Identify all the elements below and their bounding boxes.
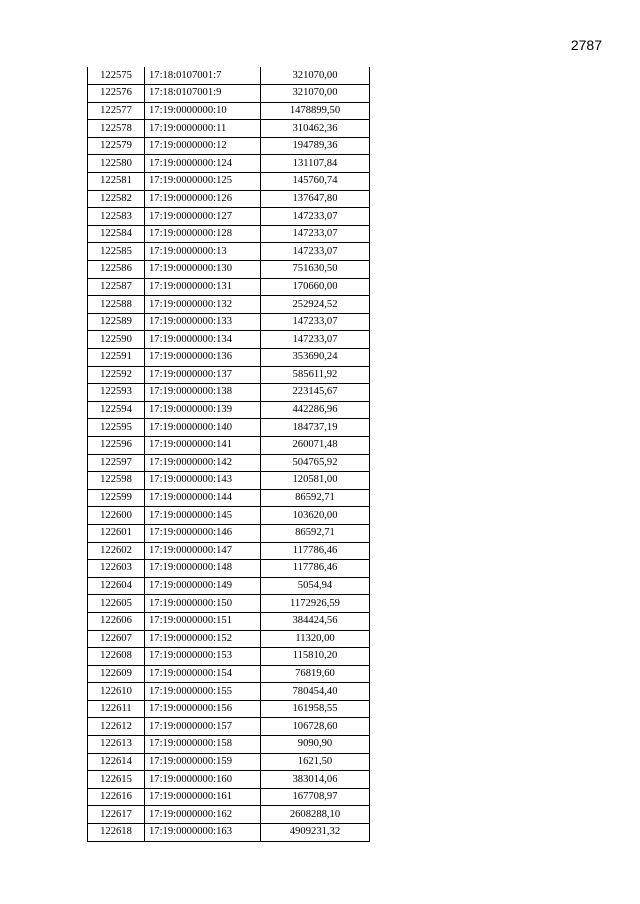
table-row — [88, 736, 370, 754]
table-row — [88, 349, 370, 367]
cadastral-value-cell: 11320,00 — [261, 630, 370, 648]
cadastral-number-cell: 17:19:0000000:12 — [145, 137, 261, 155]
row-number-cell: 122590 — [88, 331, 145, 349]
cadastral-value-cell: 147233,07 — [261, 331, 370, 349]
table-row — [88, 753, 370, 771]
table-row — [88, 278, 370, 296]
row-number-cell: 122608 — [88, 648, 145, 666]
row-number-cell: 122596 — [88, 436, 145, 454]
cadastral-value-cell: 1478899,50 — [261, 102, 370, 120]
row-number-cell: 122607 — [88, 630, 145, 648]
cadastral-number-cell: 17:19:0000000:163 — [145, 824, 261, 842]
cadastral-number-cell: 17:19:0000000:151 — [145, 612, 261, 630]
cadastral-number-cell: 17:19:0000000:146 — [145, 524, 261, 542]
cadastral-value-cell: 1621,50 — [261, 753, 370, 771]
cadastral-value-cell: 5054,94 — [261, 577, 370, 595]
cadastral-number-cell: 17:19:0000000:133 — [145, 313, 261, 331]
row-number-cell: 122593 — [88, 384, 145, 402]
cadastral-number-cell: 17:19:0000000:144 — [145, 489, 261, 507]
table-row — [88, 524, 370, 542]
cadastral-number-cell: 17:19:0000000:143 — [145, 472, 261, 490]
row-number-cell: 122603 — [88, 560, 145, 578]
table-row — [88, 630, 370, 648]
table-row — [88, 261, 370, 279]
cadastral-number-cell: 17:19:0000000:140 — [145, 419, 261, 437]
cadastral-number-cell: 17:19:0000000:139 — [145, 401, 261, 419]
cadastral-value-cell: 106728,60 — [261, 718, 370, 736]
cadastral-number-cell: 17:19:0000000:142 — [145, 454, 261, 472]
table-row — [88, 85, 370, 103]
table-row — [88, 436, 370, 454]
cadastral-number-cell: 17:19:0000000:125 — [145, 173, 261, 191]
table-row — [88, 648, 370, 666]
table-body — [88, 67, 370, 841]
cadastral-number-cell: 17:19:0000000:152 — [145, 630, 261, 648]
cadastral-value-cell: 184737,19 — [261, 419, 370, 437]
row-number-cell: 122600 — [88, 507, 145, 525]
cadastral-number-cell: 17:19:0000000:149 — [145, 577, 261, 595]
cadastral-number-cell: 17:19:0000000:131 — [145, 278, 261, 296]
table-row — [88, 824, 370, 842]
row-number-cell: 122585 — [88, 243, 145, 261]
cadastral-number-cell: 17:19:0000000:158 — [145, 736, 261, 754]
cadastral-value-cell: 131107,84 — [261, 155, 370, 173]
cadastral-value-cell: 504765,92 — [261, 454, 370, 472]
cadastral-number-cell: 17:19:0000000:154 — [145, 665, 261, 683]
cadastral-number-cell: 17:19:0000000:157 — [145, 718, 261, 736]
cadastral-number-cell: 17:19:0000000:162 — [145, 806, 261, 824]
table-row — [88, 771, 370, 789]
table-row — [88, 173, 370, 191]
row-number-cell: 122605 — [88, 595, 145, 613]
row-number-cell: 122604 — [88, 577, 145, 595]
row-number-cell: 122579 — [88, 137, 145, 155]
table-row — [88, 718, 370, 736]
cadastral-value-cell: 167708,97 — [261, 788, 370, 806]
table-row — [88, 296, 370, 314]
table-row — [88, 384, 370, 402]
row-number-cell: 122602 — [88, 542, 145, 560]
row-number-cell: 122582 — [88, 190, 145, 208]
cadastral-value-cell: 76819,60 — [261, 665, 370, 683]
row-number-cell: 122614 — [88, 753, 145, 771]
cadastral-value-cell: 310462,36 — [261, 120, 370, 138]
table-row — [88, 472, 370, 490]
cadastral-value-cell: 1172926,59 — [261, 595, 370, 613]
cadastral-number-cell: 17:19:0000000:136 — [145, 349, 261, 367]
cadastral-value-cell: 442286,96 — [261, 401, 370, 419]
row-number-cell: 122583 — [88, 208, 145, 226]
cadastral-number-cell: 17:19:0000000:153 — [145, 648, 261, 666]
cadastral-value-cell: 86592,71 — [261, 524, 370, 542]
cadastral-value-table — [87, 67, 370, 842]
cadastral-number-cell: 17:18:0107001:7 — [145, 67, 261, 85]
cadastral-value-cell: 117786,46 — [261, 560, 370, 578]
table-row — [88, 683, 370, 701]
cadastral-value-cell: 383014,06 — [261, 771, 370, 789]
row-number-cell: 122592 — [88, 366, 145, 384]
cadastral-value-cell: 321070,00 — [261, 85, 370, 103]
row-number-cell: 122587 — [88, 278, 145, 296]
cadastral-value-cell: 260071,48 — [261, 436, 370, 454]
table-row — [88, 665, 370, 683]
row-number-cell: 122611 — [88, 700, 145, 718]
row-number-cell: 122578 — [88, 120, 145, 138]
row-number-cell: 122581 — [88, 173, 145, 191]
table-row — [88, 788, 370, 806]
table-row — [88, 155, 370, 173]
table-row — [88, 700, 370, 718]
cadastral-value-cell: 751630,50 — [261, 261, 370, 279]
cadastral-value-cell: 147233,07 — [261, 225, 370, 243]
cadastral-value-cell: 120581,00 — [261, 472, 370, 490]
cadastral-number-cell: 17:19:0000000:128 — [145, 225, 261, 243]
page-number: 2787 — [570, 37, 602, 53]
row-number-cell: 122618 — [88, 824, 145, 842]
cadastral-number-cell: 17:19:0000000:138 — [145, 384, 261, 402]
row-number-cell: 122598 — [88, 472, 145, 490]
row-number-cell: 122609 — [88, 665, 145, 683]
cadastral-value-cell: 384424,56 — [261, 612, 370, 630]
cadastral-value-cell: 147233,07 — [261, 243, 370, 261]
cadastral-value-cell: 9090,90 — [261, 736, 370, 754]
row-number-cell: 122576 — [88, 85, 145, 103]
cadastral-number-cell: 17:19:0000000:10 — [145, 102, 261, 120]
table-row — [88, 595, 370, 613]
row-number-cell: 122584 — [88, 225, 145, 243]
row-number-cell: 122599 — [88, 489, 145, 507]
row-number-cell: 122577 — [88, 102, 145, 120]
table-row — [88, 120, 370, 138]
cadastral-value-cell: 223145,67 — [261, 384, 370, 402]
cadastral-number-cell: 17:19:0000000:159 — [145, 753, 261, 771]
table-row — [88, 102, 370, 120]
row-number-cell: 122612 — [88, 718, 145, 736]
table-row — [88, 243, 370, 261]
cadastral-number-cell: 17:19:0000000:141 — [145, 436, 261, 454]
table-row — [88, 401, 370, 419]
cadastral-number-cell: 17:19:0000000:161 — [145, 788, 261, 806]
cadastral-value-cell: 321070,00 — [261, 67, 370, 85]
table-row — [88, 577, 370, 595]
cadastral-value-cell: 194789,36 — [261, 137, 370, 155]
row-number-cell: 122617 — [88, 806, 145, 824]
table-row — [88, 489, 370, 507]
row-number-cell: 122594 — [88, 401, 145, 419]
row-number-cell: 122606 — [88, 612, 145, 630]
cadastral-value-cell: 115810,20 — [261, 648, 370, 666]
row-number-cell: 122591 — [88, 349, 145, 367]
cadastral-number-cell: 17:19:0000000:124 — [145, 155, 261, 173]
cadastral-value-cell: 353690,24 — [261, 349, 370, 367]
table-row — [88, 208, 370, 226]
table-row — [88, 806, 370, 824]
cadastral-value-cell: 137647,80 — [261, 190, 370, 208]
table-row — [88, 190, 370, 208]
row-number-cell: 122610 — [88, 683, 145, 701]
table-row — [88, 507, 370, 525]
cadastral-value-cell: 780454,40 — [261, 683, 370, 701]
table-row — [88, 225, 370, 243]
table-row — [88, 542, 370, 560]
table-row — [88, 454, 370, 472]
table-row — [88, 67, 370, 85]
table-row — [88, 419, 370, 437]
cadastral-value-cell: 117786,46 — [261, 542, 370, 560]
table-row — [88, 313, 370, 331]
row-number-cell: 122575 — [88, 67, 145, 85]
row-number-cell: 122595 — [88, 419, 145, 437]
cadastral-number-cell: 17:19:0000000:150 — [145, 595, 261, 613]
cadastral-number-cell: 17:19:0000000:147 — [145, 542, 261, 560]
cadastral-number-cell: 17:19:0000000:160 — [145, 771, 261, 789]
cadastral-value-cell: 170660,00 — [261, 278, 370, 296]
cadastral-number-cell: 17:19:0000000:148 — [145, 560, 261, 578]
row-number-cell: 122615 — [88, 771, 145, 789]
cadastral-value-cell: 147233,07 — [261, 208, 370, 226]
cadastral-value-cell: 252924,52 — [261, 296, 370, 314]
cadastral-number-cell: 17:19:0000000:156 — [145, 700, 261, 718]
row-number-cell: 122601 — [88, 524, 145, 542]
cadastral-number-cell: 17:19:0000000:11 — [145, 120, 261, 138]
cadastral-number-cell: 17:18:0107001:9 — [145, 85, 261, 103]
cadastral-number-cell: 17:19:0000000:155 — [145, 683, 261, 701]
row-number-cell: 122586 — [88, 261, 145, 279]
cadastral-value-cell: 161958,55 — [261, 700, 370, 718]
cadastral-number-cell: 17:19:0000000:130 — [145, 261, 261, 279]
row-number-cell: 122613 — [88, 736, 145, 754]
row-number-cell: 122597 — [88, 454, 145, 472]
cadastral-number-cell: 17:19:0000000:145 — [145, 507, 261, 525]
table-row — [88, 331, 370, 349]
table-row — [88, 612, 370, 630]
cadastral-number-cell: 17:19:0000000:137 — [145, 366, 261, 384]
cadastral-number-cell: 17:19:0000000:13 — [145, 243, 261, 261]
row-number-cell: 122588 — [88, 296, 145, 314]
cadastral-value-cell: 2608288,10 — [261, 806, 370, 824]
cadastral-value-cell: 145760,74 — [261, 173, 370, 191]
table-row — [88, 560, 370, 578]
cadastral-value-cell: 4909231,32 — [261, 824, 370, 842]
row-number-cell: 122580 — [88, 155, 145, 173]
cadastral-value-cell: 585611,92 — [261, 366, 370, 384]
table-row — [88, 137, 370, 155]
table-row — [88, 366, 370, 384]
cadastral-number-cell: 17:19:0000000:134 — [145, 331, 261, 349]
cadastral-value-cell: 147233,07 — [261, 313, 370, 331]
row-number-cell: 122616 — [88, 788, 145, 806]
cadastral-number-cell: 17:19:0000000:126 — [145, 190, 261, 208]
cadastral-value-cell: 86592,71 — [261, 489, 370, 507]
cadastral-number-cell: 17:19:0000000:132 — [145, 296, 261, 314]
cadastral-number-cell: 17:19:0000000:127 — [145, 208, 261, 226]
row-number-cell: 122589 — [88, 313, 145, 331]
cadastral-value-cell: 103620,00 — [261, 507, 370, 525]
